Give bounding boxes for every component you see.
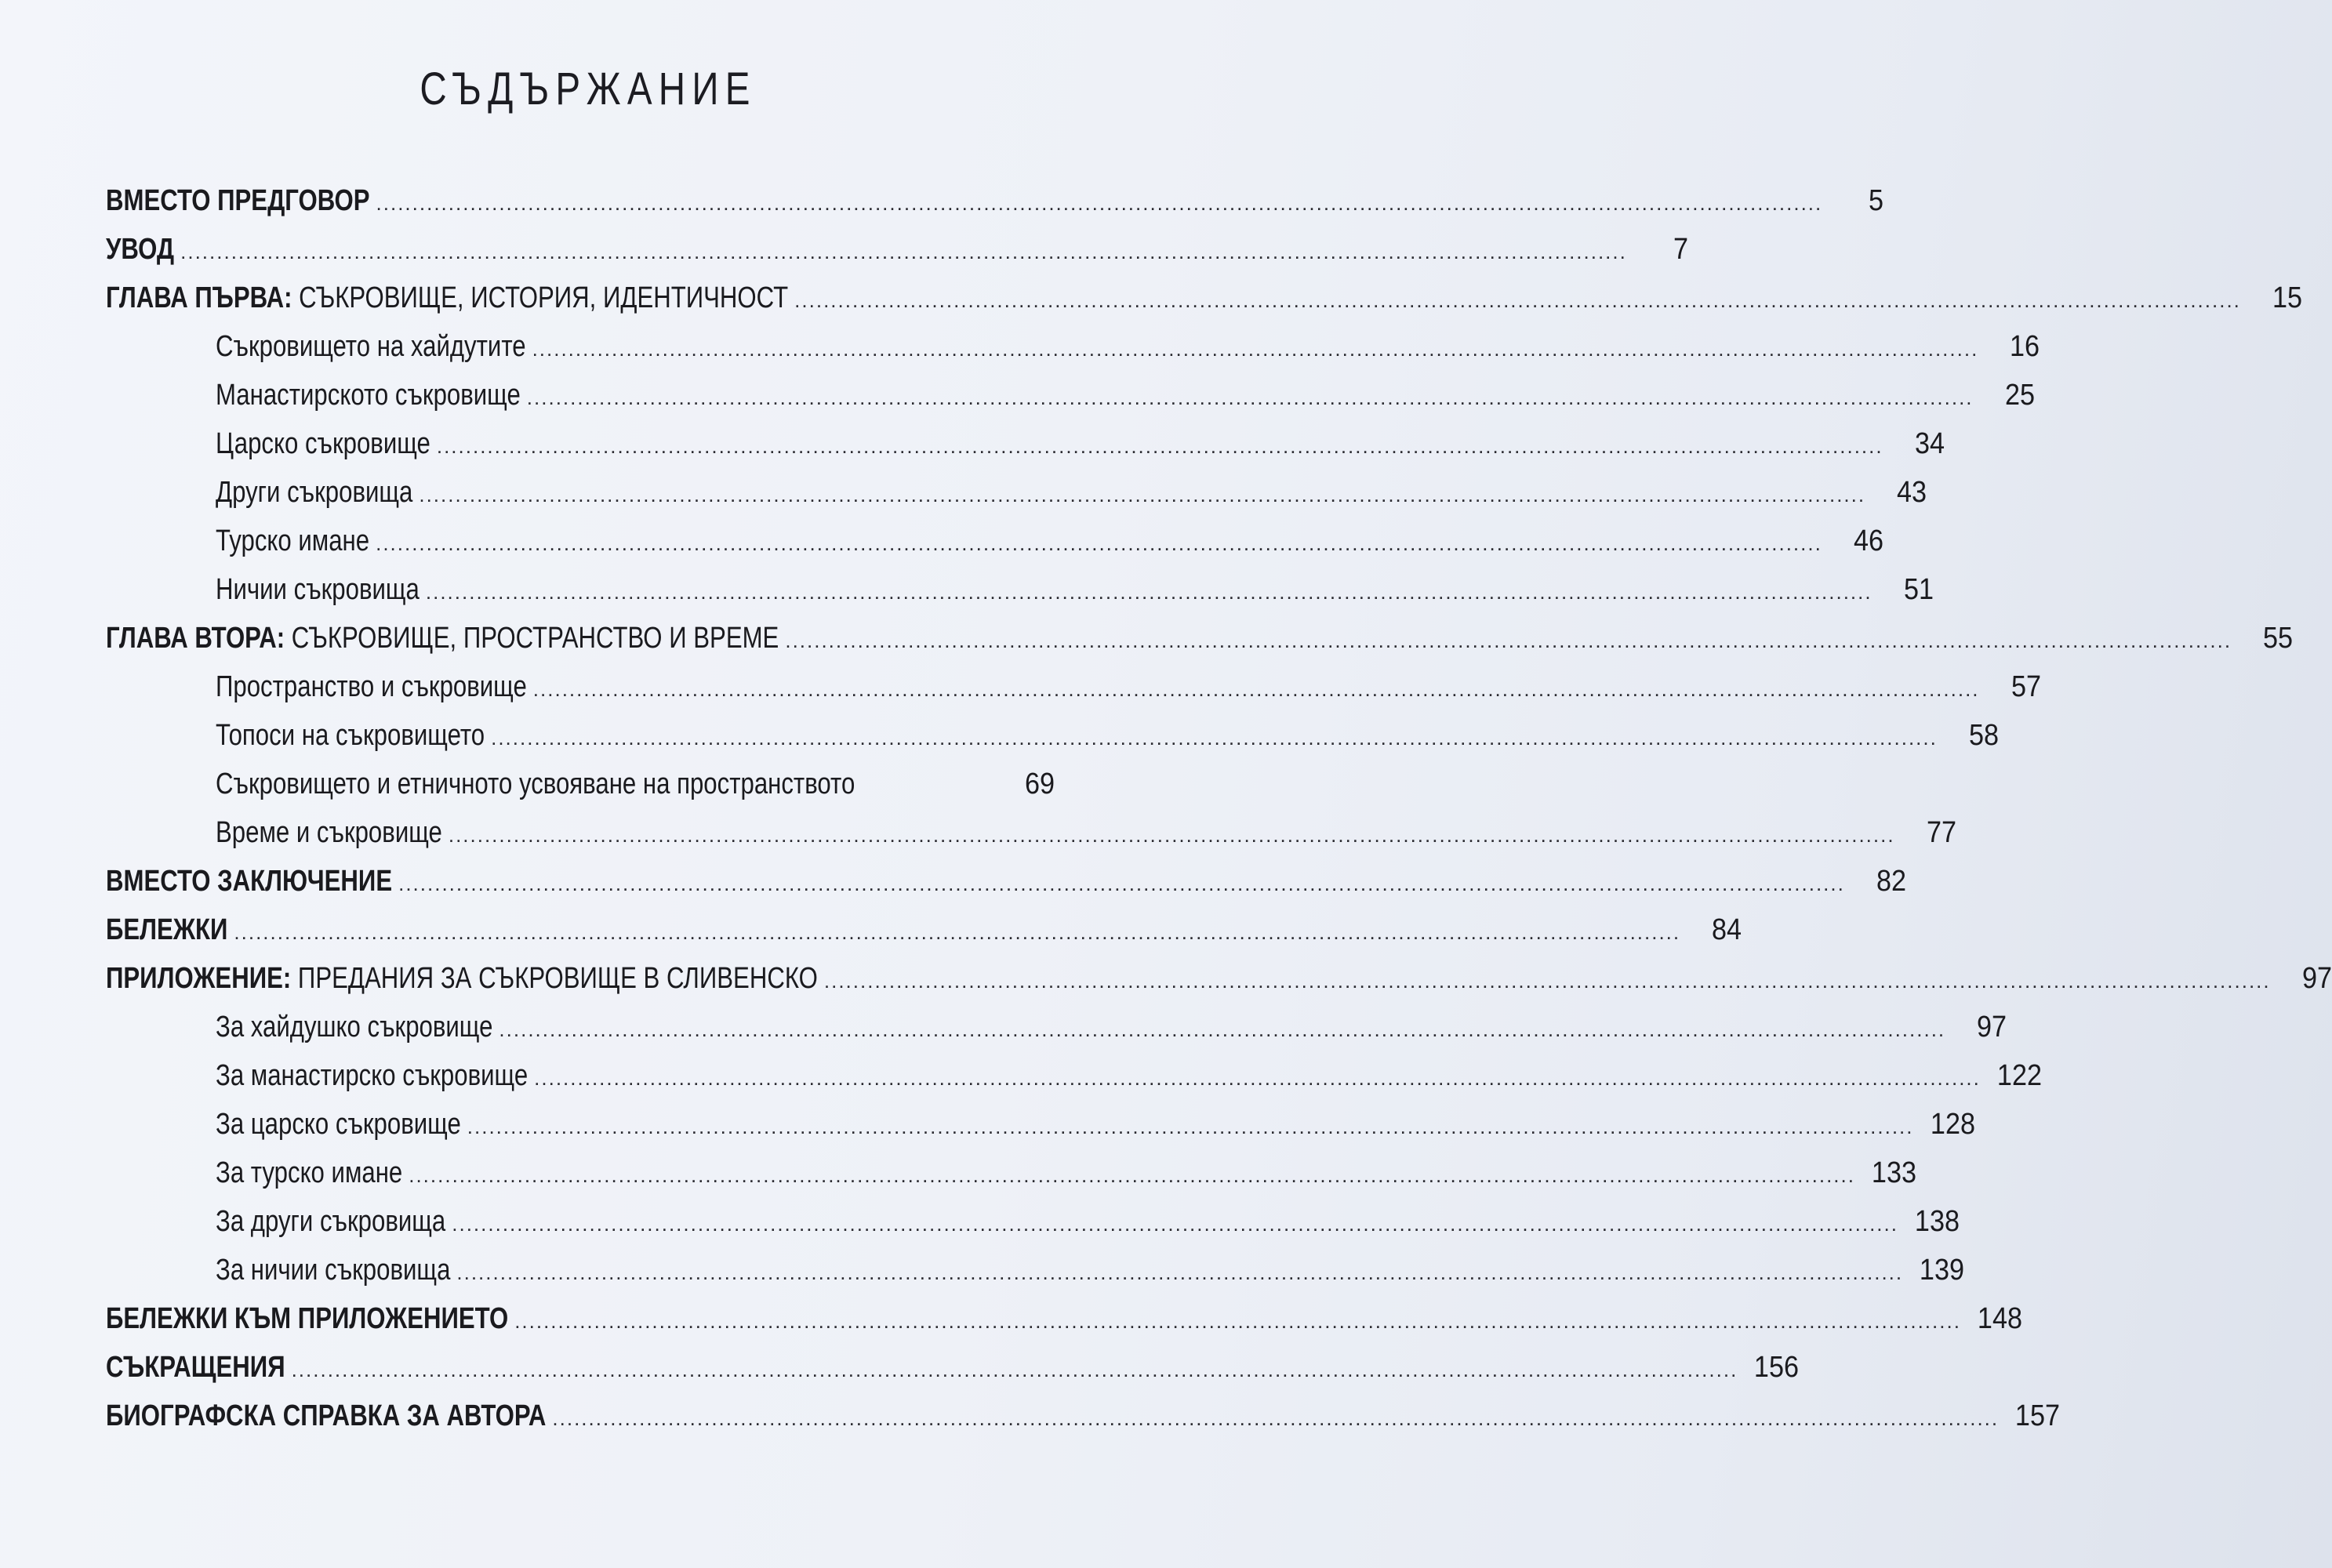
toc-page-number: 133 [1871,1156,1916,1189]
toc-entry-text: СЪКРОВИЩЕ, ПРОСТРАНСТВО И ВРЕМЕ [285,622,779,655]
toc-entry-title [216,808,442,857]
toc-entry-title [216,662,527,711]
toc-subentry [106,565,1934,614]
toc-entry-title [216,760,855,808]
toc-entry-text: Манастирското съкровище [216,379,521,412]
toc-entry-text: Ничии съкровища [216,573,420,606]
toc-page-number: 156 [1754,1351,1800,1384]
toc-entry [106,857,1906,906]
dot-leader: ........................................................................................................................................................................................................ [514,1309,1961,1333]
toc-page-number: 69 [1024,768,1055,800]
toc-entry-text: За хайдушко съкровище [216,1011,493,1044]
toc-page-number: 34 [1914,427,1945,460]
toc-entry-text: За манастирско съкровище [216,1059,529,1092]
toc-entry-title [216,517,369,565]
toc-entry-title [106,954,818,1003]
toc-entry-heading: УВОД [106,233,175,266]
dot-leader: ........................................................................................................................................................................................................ [398,872,1845,895]
toc-page-number: 55 [2263,622,2294,655]
toc-entry-text: Други съкровища [216,476,413,509]
toc-subentry [106,1197,1960,1246]
toc-page-number: 138 [1914,1205,1960,1238]
table-of-contents [106,176,2332,1440]
toc-entry-text: Съкровището на хайдутите [216,330,526,363]
dot-leader: ........................................................................................................................................................................................................ [823,969,2271,993]
toc-entry-title [216,1246,450,1294]
toc-entry-text: Турско имане [216,524,370,557]
toc-page-number: 128 [1930,1108,1975,1141]
toc-page-number: 97 [2301,962,2332,995]
dot-leader: ........................................................................................................................................................................................................ [491,726,1938,750]
toc-page-number: 57 [2011,670,2041,703]
toc-entry-title [216,1197,445,1246]
toc-entry-text: Пространство и съкровище [216,670,527,703]
toc-entry-text: За турско имане [216,1156,403,1189]
toc-page-number: 25 [2004,379,2035,412]
toc-entry-heading: СЪКРАЩЕНИЯ [106,1351,285,1384]
dot-leader: ........................................................................................................................................................................................................ [552,1406,2000,1430]
dot-leader: ........................................................................................................................................................................................................ [534,1066,1981,1090]
toc-entry-text: Време и съкровище [216,816,442,849]
dot-leader: ........................................................................................................................................................................................................ [452,1212,1898,1236]
toc-entry-title [216,322,526,371]
toc-page-number: 43 [1897,476,1927,509]
toc-entry-title [216,711,485,760]
dot-leader: ........................................................................................................................................................................................................ [409,1163,1855,1187]
dot-leader: ........................................................................................................................................................................................................ [467,1115,1914,1138]
dot-leader: ........................................................................................................................................................................................................ [180,240,1627,263]
toc-page-number: 51 [1903,573,1934,606]
dot-leader: ........................................................................................................................................................................................................ [499,1018,1946,1041]
dot-leader: ........................................................................................................................................................................................................ [234,920,1681,944]
toc-subentry [106,322,2040,371]
toc-entry [106,225,1688,274]
toc-subentry [106,1100,1975,1149]
toc-entry-title [106,1392,546,1440]
dot-leader: ........................................................................................................................................................................................................ [526,386,1974,409]
toc-subentry [106,517,1883,565]
toc-entry-text: Царско съкровище [216,427,430,460]
toc-subentry [106,662,2041,711]
toc-subentry [106,1149,1916,1197]
toc-entry [106,274,2302,322]
toc-entry-heading: ГЛАВА ПЪРВА: [106,281,292,314]
toc-entry [106,614,2294,662]
toc-entry-title [106,906,227,954]
toc-subentry [106,419,1945,468]
toc-entry-title [216,371,521,419]
toc-entry-title [216,565,420,614]
toc-page-number: 77 [1926,816,1956,849]
toc-subentry [106,1003,2007,1051]
toc-entry-text: За други съкровища [216,1205,446,1238]
toc-subentry [106,711,1999,760]
toc-page-number: 15 [2272,281,2302,314]
toc-page-number: 122 [1996,1059,2042,1092]
toc-entry-text: Топоси на съкровището [216,719,485,752]
toc-entry-title [106,614,779,662]
toc-entry [106,1392,2061,1440]
page-title: СЪДЪРЖАНИЕ [420,64,757,114]
dot-leader: ........................................................................................................................................................................................................ [532,677,1980,701]
toc-entry [106,906,1742,954]
toc-entry-text: Съкровището и етничното усвояване на пространството [216,768,855,800]
toc-entry [106,1343,1800,1392]
toc-page-number: 7 [1673,233,1688,266]
toc-subentry [106,371,2035,419]
toc-entry [106,1294,2022,1343]
dot-leader: ........................................................................................................................................................................................................ [456,1261,1904,1284]
toc-entry-text: За царско съкровище [216,1108,461,1141]
toc-entry-text: СЪКРОВИЩЕ, ИСТОРИЯ, ИДЕНТИЧНОСТ [292,281,789,314]
toc-entry-heading: ПРИЛОЖЕНИЕ: [106,962,292,995]
toc-entry-text: За ничии съкровища [216,1254,451,1287]
toc-page-number: 16 [2010,330,2040,363]
dot-leader: ........................................................................................................................................................................................................ [291,1358,1738,1381]
toc-page-number: 46 [1853,524,1883,557]
toc-entry-heading: ВМЕСТО ЗАКЛЮЧЕНИЕ [106,865,393,898]
toc-page-number: 5 [1869,184,1884,217]
toc-entry-heading: БЕЛЕЖКИ КЪМ ПРИЛОЖЕНИЕТО [106,1302,509,1335]
toc-subentry [106,468,1927,517]
toc-page-number: 157 [2015,1399,2061,1432]
toc-entry [106,176,1884,225]
dot-leader: ........................................................................................................................................................................................................ [436,434,1883,458]
toc-entry [106,954,2332,1003]
dot-leader: ........................................................................................................................................................................................................ [376,532,1822,555]
toc-entry-heading: ВМЕСТО ПРЕДГОВОР [106,184,370,217]
toc-entry-title [106,225,174,274]
toc-entry-title [106,274,788,322]
toc-entry-heading: БИОГРАФСКА СПРАВКА ЗА АВТОРА [106,1399,547,1432]
toc-entry-title [216,1051,528,1100]
toc-subentry [106,1051,2042,1100]
toc-page-number: 148 [1977,1302,2022,1335]
toc-page-number: 82 [1876,865,1906,898]
toc-entry-title [216,1003,492,1051]
dot-leader: ........................................................................................................................................................................................................ [532,337,1979,361]
toc-entry-text: ПРЕДАНИЯ ЗА СЪКРОВИЩЕ В СЛИВЕНСКО [291,962,818,995]
dot-leader: ........................................................................................................................................................................................................ [419,483,1866,506]
toc-entry-heading: БЕЛЕЖКИ [106,913,228,946]
toc-subentry [106,808,1956,857]
dot-leader: ........................................................................................................................................................................................................ [425,580,1873,604]
toc-entry-heading: ГЛАВА ВТОРА: [106,622,285,655]
toc-subentry [106,1246,1965,1294]
dot-leader: ........................................................................................................................................................................................................ [448,823,1895,847]
toc-subentry [106,760,1055,808]
dot-leader: ........................................................................................................................................................................................................ [785,629,2232,652]
toc-page-number: 84 [1712,913,1742,946]
toc-page-number: 58 [1968,719,1999,752]
toc-entry-title [106,1294,508,1343]
toc-page-number: 97 [1977,1011,2007,1044]
toc-entry-title [216,1149,402,1197]
toc-entry-title [106,176,370,225]
toc-entry-title [106,1343,285,1392]
toc-entry-title [216,468,412,517]
dot-leader: ........................................................................................................................................................................................................ [376,191,1823,215]
dot-leader: ........................................................................................................................................................................................................ [794,289,2241,312]
toc-entry-title [216,1100,461,1149]
toc-entry-title [216,419,430,468]
toc-page-number: 139 [1920,1254,1965,1287]
toc-entry-title [106,857,392,906]
